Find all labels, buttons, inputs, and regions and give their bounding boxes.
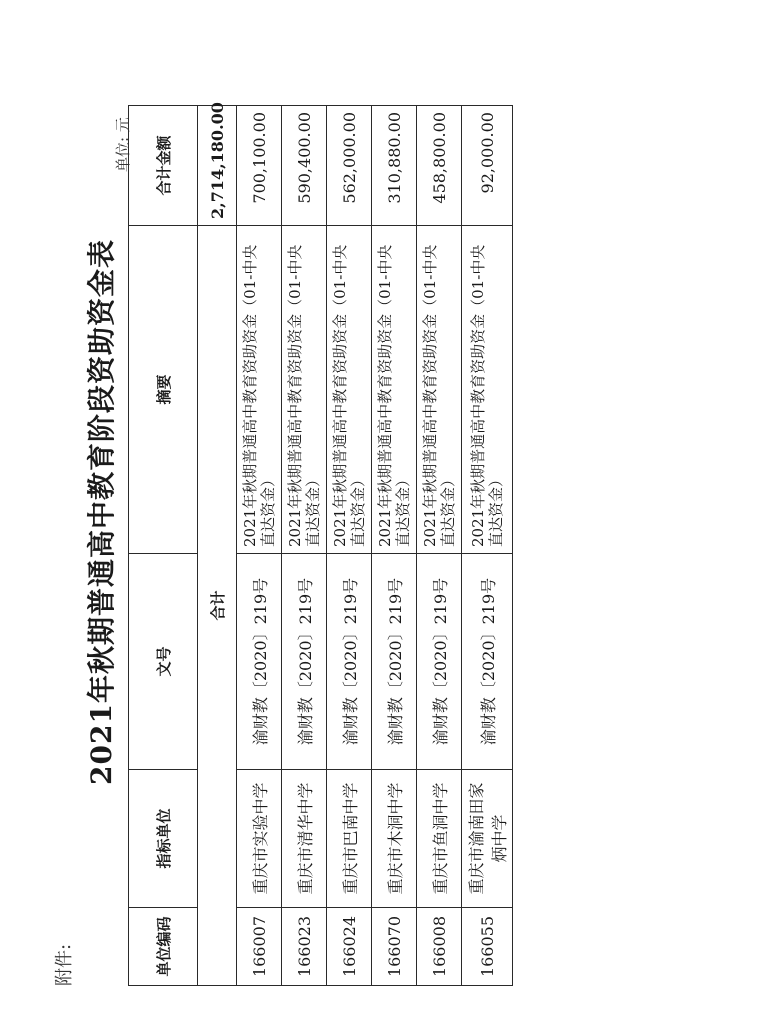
cell-unit-name: 重庆市渝南田家炳中学	[462, 770, 513, 908]
header-code: 单位编码	[129, 908, 198, 986]
cell-code: 166055	[462, 908, 513, 986]
table-row	[417, 106, 462, 986]
table-row	[327, 106, 372, 986]
cell-summary: 2021年秋期普通高中教育资助资金（01-中央直达资金）	[462, 226, 513, 554]
table-header-row	[129, 106, 198, 986]
cell-summary: 2021年秋期普通高中教育资助资金（01-中央直达资金）	[327, 226, 372, 554]
header-summary: 摘要	[129, 226, 198, 554]
total-row	[198, 106, 237, 986]
total-label: 合计	[198, 226, 237, 986]
cell-unit-name: 重庆市实验中学	[237, 770, 282, 908]
cell-doc-no: 渝财教〔2020〕219号	[372, 554, 417, 770]
cell-doc-no: 渝财教〔2020〕219号	[237, 554, 282, 770]
cell-amount: 310,880.00	[372, 106, 417, 226]
unit-note: 单位: 元	[114, 117, 132, 172]
cell-amount: 92,000.00	[462, 106, 513, 226]
cell-summary: 2021年秋期普通高中教育资助资金（01-中央直达资金）	[237, 226, 282, 554]
total-amount: 2,714,180.00	[198, 106, 237, 226]
cell-summary: 2021年秋期普通高中教育资助资金（01-中央直达资金）	[282, 226, 327, 554]
cell-code: 166070	[372, 908, 417, 986]
header-amount: 合计金额	[129, 106, 198, 226]
cell-amount: 700,100.00	[237, 106, 282, 226]
header-doc-no: 文号	[129, 554, 198, 770]
cell-summary: 2021年秋期普通高中教育资助资金（01-中央直达资金）	[417, 226, 462, 554]
cell-amount: 590,400.00	[282, 106, 327, 226]
funding-table	[128, 102, 513, 986]
table-row	[237, 106, 282, 986]
table-row	[462, 106, 513, 986]
table-row	[282, 106, 327, 986]
cell-code: 166008	[417, 908, 462, 986]
cell-unit-name: 重庆市清华中学	[282, 770, 327, 908]
header-unit-name: 指标单位	[129, 770, 198, 908]
cell-code: 166024	[327, 908, 372, 986]
cell-unit-name: 重庆市木洞中学	[372, 770, 417, 908]
cell-amount: 458,800.00	[417, 106, 462, 226]
attachment-label: 附件:	[54, 943, 75, 986]
cell-doc-no: 渝财教〔2020〕219号	[282, 554, 327, 770]
cell-code: 166007	[237, 908, 282, 986]
cell-unit-name: 重庆市鱼洞中学	[417, 770, 462, 908]
cell-summary: 2021年秋期普通高中教育资助资金（01-中央直达资金）	[372, 226, 417, 554]
cell-code: 166023	[282, 908, 327, 986]
cell-doc-no: 渝财教〔2020〕219号	[417, 554, 462, 770]
cell-doc-no: 渝财教〔2020〕219号	[327, 554, 372, 770]
cell-unit-name: 重庆市巴南中学	[327, 770, 372, 908]
table-row	[372, 106, 417, 986]
cell-amount: 562,000.00	[327, 106, 372, 226]
cell-doc-no: 渝财教〔2020〕219号	[462, 554, 513, 770]
document-title: 2021年秋期普通高中教育阶段资助资金表	[85, 239, 118, 785]
